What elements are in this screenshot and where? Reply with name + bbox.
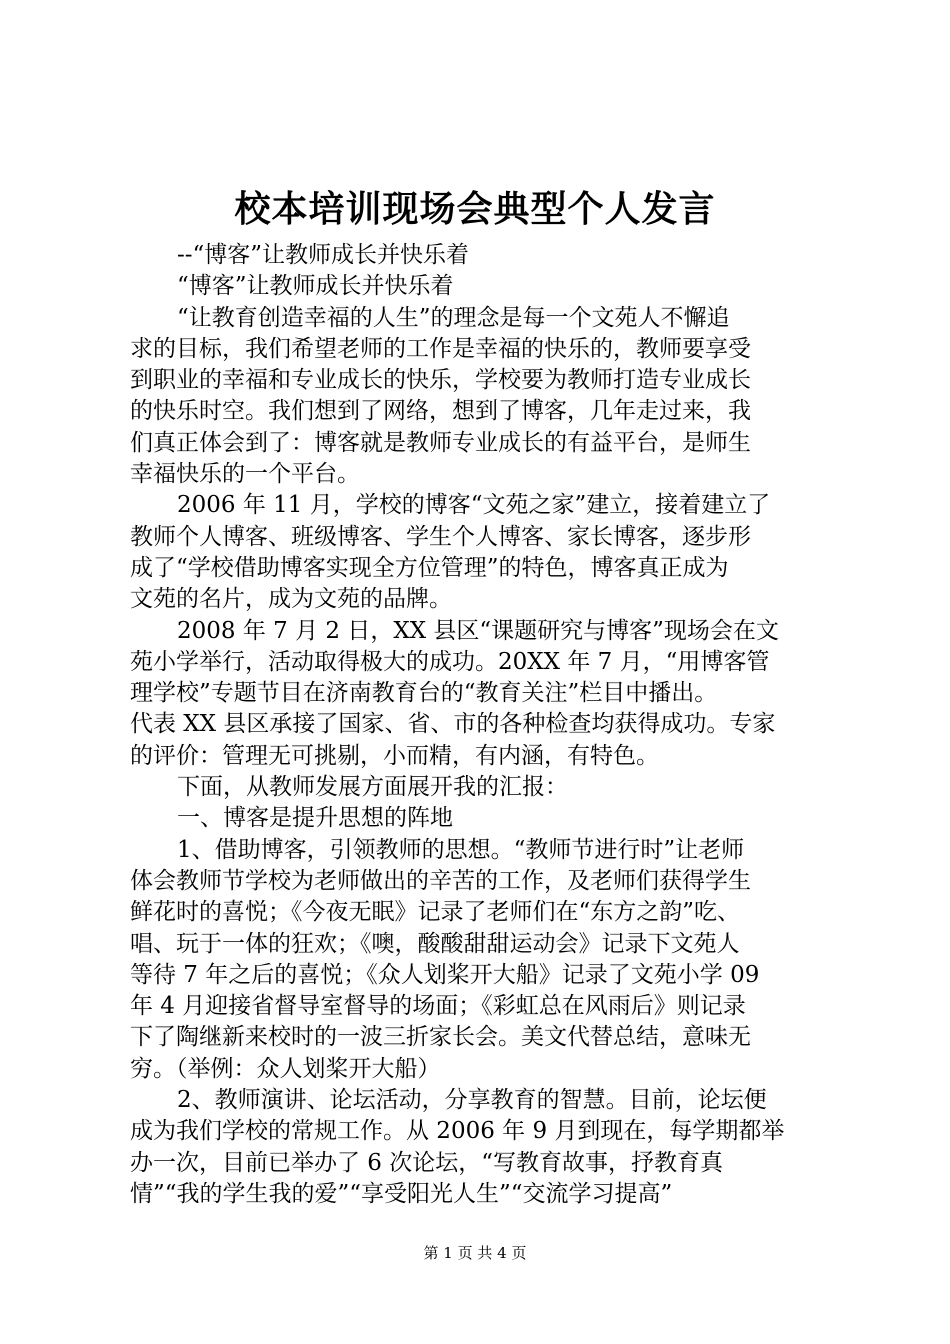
text-line: --“博客”让教师成长并快乐着	[177, 242, 470, 268]
text-line: 理学校”专题节目在济南教育台的“教育关注”栏目中播出。	[130, 680, 718, 707]
text-line: 2006 年 11 月，学校的博客“文苑之家”建立，接着建立了	[177, 492, 771, 519]
text-line: 到职业的幸福和专业成长的快乐，学校要为教师打造专业成长	[130, 367, 751, 394]
text-line: 成了“学校借助博客实现全方位管理”的特色，博客真正成为	[130, 554, 729, 581]
text-line: 鲜花时的喜悦；《今夜无眠》记录了老师们在“东方之韵”吃、	[130, 899, 741, 926]
text-line: 2008 年 7 月 2 日，XX 县区“课题研究与博客”现场会在文	[177, 617, 779, 644]
text-line: 的评价：管理无可挑剔，小而精，有内涵，有特色。	[130, 742, 659, 769]
text-line: 求的目标，我们希望老师的工作是幸福的快乐的，教师要享受	[130, 335, 751, 362]
text-line: 情”“我的学生我的爱”“享受阳光人生”“交流学习提高”	[130, 1180, 673, 1207]
text-line: 代表 XX 县区承接了国家、省、市的各种检查均获得成功。专家	[130, 711, 776, 738]
text-line: 成为我们学校的常规工作。从 2006 年 9 月到现在，每学期都举	[130, 1118, 785, 1145]
page-footer: 第 1 页 共 4 页	[423, 1244, 527, 1262]
text-line: 1、借助博客，引领教师的思想。“教师节进行时”让老师	[177, 836, 745, 863]
text-line: “博客”让教师成长并快乐着	[177, 273, 454, 300]
text-line: 下了陶继新来校时的一波三折家长会。美文代替总结，意味无	[130, 1024, 751, 1051]
text-line: 苑小学举行，活动取得极大的成功。20XX 年 7 月，“用博客管	[130, 648, 770, 675]
text-line: 唱、玩于一体的狂欢；《噢，酸酸甜甜运动会》记录下文苑人	[130, 930, 740, 957]
text-line: 2、教师演讲、论坛活动，分享教育的智慧。目前，论坛便	[177, 1087, 767, 1114]
text-line: 们真正体会到了：博客就是教师专业成长的有益平台，是师生	[130, 429, 751, 456]
text-line: 穷。（举例：众人划桨开大船）	[130, 1055, 441, 1082]
document-title: 校本培训现场会典型个人发言	[234, 188, 716, 230]
document-body	[130, 240, 830, 1210]
text-line: 文苑的名片，成为文苑的品牌。	[130, 586, 452, 613]
text-line: 幸福快乐的一个平台。	[130, 461, 360, 488]
text-line: 下面，从教师发展方面展开我的汇报：	[177, 774, 568, 801]
text-line: “让教育创造幸福的人生”的理念是每一个文苑人不懈追	[177, 304, 730, 331]
text-line: 体会教师节学校为老师做出的辛苦的工作，及老师们获得学生	[130, 867, 751, 894]
text-line: 等待 7 年之后的喜悦；《众人划桨开大船》记录了文苑小学 09	[130, 961, 760, 988]
text-line: 的快乐时空。我们想到了网络，想到了博客，几年走过来，我	[130, 398, 751, 425]
text-line: 一、博客是提升思想的阵地	[177, 805, 453, 832]
text-line: 教师个人博客、班级博客、学生个人博客、家长博客，逐步形	[130, 523, 751, 550]
text-line: 办一次，目前已举办了 6 次论坛，“写教育故事，抒教育真	[130, 1149, 724, 1176]
text-line: 年 4 月迎接省督导室督导的场面；《彩虹总在风雨后》则记录	[130, 993, 746, 1020]
